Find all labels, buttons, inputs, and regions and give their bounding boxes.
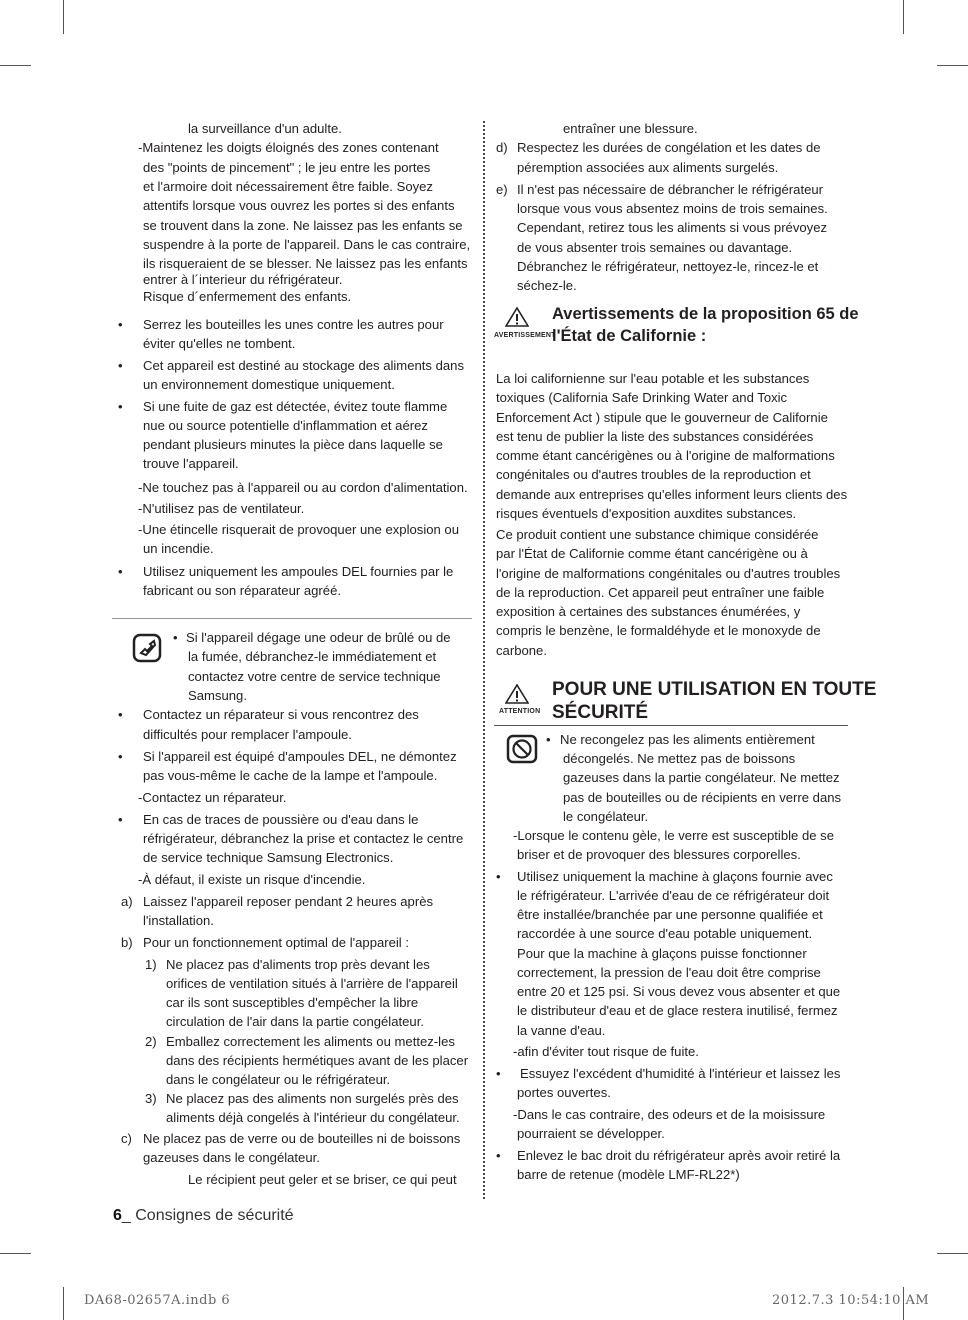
text-line: Respectez les durées de congélation et les dates de — [517, 140, 821, 155]
text-line: c) — [121, 1131, 132, 1146]
text-line: -N'utilisez pas de ventilateur. — [138, 501, 305, 516]
text-line: fabricant ou son réparateur agréé. — [143, 583, 341, 598]
text-line: 1) — [145, 957, 157, 972]
text-line: Enforcement Act ) stipule que le gouverneur de Californie — [496, 410, 828, 425]
text-line: -Dans le cas contraire, des odeurs et de la moisissure — [513, 1107, 826, 1122]
text-line: orifices de ventilation situés à l'arrière de l'appareil — [166, 976, 458, 991]
text-line: des "points de pincement" ; le jeu entre les portes — [143, 160, 431, 175]
text-line: péremption associées aux aliments surgelés. — [517, 160, 779, 175]
text-line: la fumée, débranchez-le immédiatement et — [188, 649, 437, 664]
safety-heading-line2: SÉCURITÉ — [552, 702, 649, 723]
bullet-marker: • — [118, 812, 123, 827]
bullet-marker: • — [118, 564, 123, 579]
text-line: En cas de traces de poussière ou d'eau dans le — [143, 812, 419, 827]
text-line: Il n'est pas nécessaire de débrancher le réfrigérateur — [517, 182, 824, 197]
text-line: Cependant, retirez tous les aliments si vous prévoyez — [517, 220, 828, 235]
text-line: gazeuses dans le congélateur. — [143, 1150, 320, 1165]
text-line: -Ne touchez pas à l'appareil ou au cordon d'alimentation. — [138, 480, 468, 495]
text-line: la vanne d'eau. — [517, 1023, 606, 1038]
text-line: -Contactez un réparateur. — [138, 790, 287, 805]
text-line: aliments déjà congelés à l'intérieur du congélateur. — [166, 1110, 460, 1125]
text-line: Enlevez le bac droit du réfrigérateur après avoir retiré la — [517, 1148, 841, 1163]
text-line: entre 20 et 125 psi. Si vous devez vous absenter et que — [517, 984, 841, 999]
text-line: difficultés pour remplacer l'ampoule. — [143, 727, 352, 742]
text-line: un environnement domestique uniquement. — [143, 377, 395, 392]
text-line: risques éventuels d'exposition auxdites substances. — [496, 506, 797, 521]
text-line: Pour un fonctionnement optimal de l'appareil : — [143, 935, 409, 950]
text-line: Pour que la machine à glaçons puisse fonctionner — [517, 946, 807, 961]
text-line: séchez-le. — [517, 278, 577, 293]
bullet-marker: • — [118, 707, 123, 722]
safety-heading-rule — [494, 725, 848, 726]
text-line: congénitales ou d'autres troubles de la reproduction et — [496, 467, 811, 482]
text-line: La loi californienne sur l'eau potable et les substances — [496, 371, 810, 386]
text-line: se trouvent dans la zone. Ne laissez pas les enfants se — [143, 218, 463, 233]
text-line: l'installation. — [143, 913, 214, 928]
text-line: gazeuses dans la partie congélateur. Ne mettez — [563, 770, 840, 785]
text-line: entraîner une blessure. — [563, 121, 698, 136]
attention-label: ATTENTION — [499, 708, 541, 715]
text-line: demande aux entreprises qu'elles informent leurs clients des — [496, 487, 848, 502]
text-line: Ne placez pas de verre ou de bouteilles ni de boissons — [143, 1131, 461, 1146]
text-line: Ce produit contient une substance chimique considérée — [496, 527, 819, 542]
text-line: circulation de l'air dans la partie congélateur. — [166, 1014, 424, 1029]
text-line: b) — [121, 935, 133, 950]
bullet-marker: • — [118, 749, 123, 764]
text-line: Utilisez uniquement la machine à glaçons fournie avec — [517, 869, 833, 884]
text-line: Le récipient peut geler et se briser, ce qui peut — [188, 1172, 457, 1187]
text-line: Si l'appareil dégage une odeur de brûlé ou de — [186, 630, 451, 645]
text-line: Si l'appareil est équipé d'ampoules DEL, ne démontez — [143, 749, 457, 764]
bullet-marker: • — [118, 317, 123, 332]
warning-label: AVERTISSEMENT — [494, 332, 556, 339]
warning-triangle-icon — [505, 307, 529, 332]
text-line: nue ou source potentielle d'inflammation et aérez — [143, 418, 428, 433]
text-line: -afin d'éviter tout risque de fuite. — [513, 1044, 699, 1059]
text-line: car ils sont susceptibles d'empêcher la libre — [166, 995, 419, 1010]
text-line: raccordée à une source d'eau potable uniquement. — [517, 926, 813, 941]
text-line: Contactez un réparateur si vous rencontrez des — [143, 707, 419, 722]
text-line: de la reproduction. Cet appareil peut entraîner une faible — [496, 585, 825, 600]
trim-mark-right-bottom — [937, 1253, 968, 1254]
text-line: attentifs lorsque vous ouvrez les portes si des enfants — [143, 198, 455, 213]
text-line: portes ouvertes. — [517, 1085, 611, 1100]
text-line: Serrez les bouteilles les unes contre les autres pour — [143, 317, 444, 332]
trim-mark-right-top — [937, 65, 968, 66]
text-line: Ne placez pas des aliments non surgelés près des — [166, 1091, 459, 1106]
text-line: être installée/branchée par une personne qualifiée et — [517, 907, 823, 922]
page-number: 6 — [113, 1207, 122, 1224]
text-line: barre de retenue (modèle LMF-RL22*) — [517, 1167, 740, 1182]
trim-mark-top-left — [63, 0, 64, 34]
text-line: entrer à l´interieur du réfrigérateur. — [143, 272, 343, 287]
text-line: pourraient se développer. — [517, 1126, 665, 1141]
text-line: a) — [121, 894, 133, 909]
text-line: exposition à certaines des substances énumérées, y — [496, 604, 801, 619]
bullet-marker: • — [496, 1066, 501, 1081]
text-line: briser et de provoquer des blessures corporelles. — [517, 847, 801, 862]
text-line: Utilisez uniquement les ampoules DEL fournies par le — [143, 564, 454, 579]
trim-mark-left-top — [0, 65, 31, 66]
text-line: Risque d´enfermement des enfants. — [143, 289, 352, 304]
section-title: _ Consignes de sécurité — [121, 1207, 294, 1224]
trim-mark-top-right — [903, 0, 904, 34]
bullet-marker: • — [118, 358, 123, 373]
text-line: décongelés. Ne mettez pas de boissons — [563, 751, 796, 766]
column-divider — [483, 121, 485, 1199]
text-line: par l'État de Californie comme étant cancérigène ou à — [496, 546, 808, 561]
text-line: réfrigérateur, débranchez la prise et contactez le centre — [143, 831, 464, 846]
text-line: -Lorsque le contenu gèle, le verre est susceptible de se — [513, 828, 834, 843]
text-line: le réfrigérateur. L'arrivée d'eau de ce réfrigérateur doit — [517, 888, 830, 903]
bullet-marker: • — [496, 1148, 501, 1163]
bullet-marker: • — [546, 732, 551, 747]
text-line: Laissez l'appareil reposer pendant 2 heures après — [143, 894, 434, 909]
text-line: est tenu de publier la liste des substances considérées — [496, 429, 814, 444]
text-line: -Une étincelle risquerait de provoquer une explosion ou — [138, 522, 459, 537]
text-line: Ne placez pas d'aliments trop près devant les — [166, 957, 430, 972]
text-line: le congélateur. — [563, 809, 649, 824]
page-footer-title — [113, 1207, 294, 1225]
text-line: d) — [496, 140, 508, 155]
text-line: Emballez correctement les aliments ou mettez-les — [166, 1034, 455, 1049]
text-line: lorsque vous vous absentez moins de trois semaines. — [517, 201, 828, 216]
bullet-marker: • — [173, 630, 178, 645]
text-line: -À défaut, il existe un risque d'incendie. — [138, 872, 366, 887]
text-line: dans des récipients hermétiques avant de les placer — [166, 1053, 469, 1068]
print-file-name: DA68-02657A.indb 6 — [84, 1293, 231, 1308]
text-line: dans le congélateur ou le réfrigérateur. — [166, 1072, 391, 1087]
text-line: trouve l'appareil. — [143, 456, 239, 471]
text-line: e) — [496, 182, 508, 197]
text-line: l'origine de malformations congénitales ou d'autres troubles — [496, 566, 841, 581]
text-line: Cet appareil est destiné au stockage des aliments dans — [143, 358, 464, 373]
prop65-heading-line2: l'État de Californie : — [552, 327, 707, 345]
text-line: ils risqueraient de se blesser. Ne laissez pas les enfants — [143, 256, 468, 271]
text-line: correctement, la pression de l'eau doit être comprise — [517, 965, 821, 980]
section-divider — [112, 618, 472, 619]
text-line: pas de bouteilles ou de récipients en verre dans — [563, 790, 842, 805]
trim-mark-left-bottom — [0, 1253, 31, 1254]
text-line: toxiques (California Safe Drinking Water and Toxic — [496, 390, 788, 405]
text-line: carbone. — [496, 643, 547, 658]
text-line: et l'armoire doit nécessairement être faible. Soyez — [143, 179, 433, 194]
text-line: Ne recongelez pas les aliments entièrement — [560, 732, 815, 747]
text-line: Débranchez le réfrigérateur, nettoyez-le, rincez-le et — [517, 259, 819, 274]
text-line: contactez votre centre de service technique — [188, 669, 441, 684]
safety-heading-line1: POUR UNE UTILISATION EN TOUTE — [552, 679, 877, 700]
phone-call-icon — [132, 633, 162, 668]
warning-triangle-icon — [505, 684, 529, 709]
prop65-heading-line1: Avertissements de la proposition 65 de — [552, 305, 859, 323]
text-line: Samsung. — [188, 688, 247, 703]
text-line: 2) — [145, 1034, 157, 1049]
text-line: pas vous-même le cache de la lampe et l'ampoule. — [143, 768, 438, 783]
text-line: pendant plusieurs minutes la pièce dans laquelle se — [143, 437, 443, 452]
text-line: Si une fuite de gaz est détectée, évitez toute flamme — [143, 399, 448, 414]
text-line: éviter qu'elles ne tombent. — [143, 336, 296, 351]
print-timestamp: 2012.7.3 10:54:10 AM — [772, 1293, 930, 1308]
trim-mark-bottom-left — [63, 1287, 64, 1320]
text-line: le distributeur d'eau et de glace restera inutilisé, fermez — [517, 1003, 838, 1018]
text-line: compris le benzène, le formaldéhyde et le monoxyde de — [496, 623, 821, 638]
text-line: la surveillance d'un adulte. — [188, 121, 342, 136]
text-line: comme étant cancérigènes ou à l'origine de malformations — [496, 448, 835, 463]
text-line: Essuyez l'excédent d'humidité à l'intérieur et laissez les — [520, 1066, 841, 1081]
text-line: un incendie. — [143, 541, 214, 556]
text-line: 3) — [145, 1091, 157, 1106]
text-line: de service technique Samsung Electronics. — [143, 850, 394, 865]
bullet-marker: • — [496, 869, 501, 884]
bullet-marker: • — [118, 399, 123, 414]
text-line: de vous absenter trois semaines ou davantage. — [517, 240, 793, 255]
text-line: suspendre à la porte de l'appareil. Dans le cas contraire, — [143, 237, 471, 252]
text-line: -Maintenez les doigts éloignés des zones contenant — [138, 140, 439, 155]
no-symbol-icon — [506, 734, 538, 769]
